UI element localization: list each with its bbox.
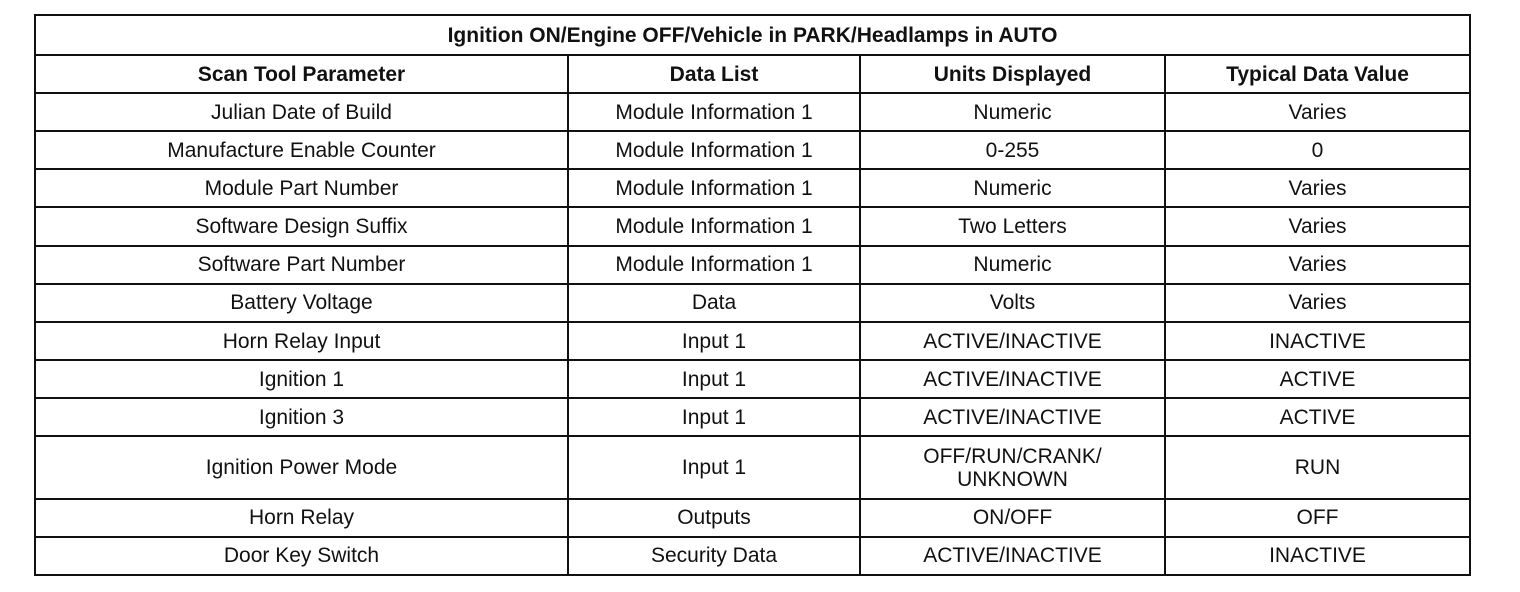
cell-typical-data-value: Varies [1165, 284, 1470, 322]
table-row [35, 436, 1470, 498]
cell-scan-tool-parameter: Module Part Number [35, 169, 568, 207]
cell-typical-data-value: INACTIVE [1165, 322, 1470, 360]
cell-data-list: Data [568, 284, 860, 322]
column-header-data-list: Data List [568, 55, 860, 93]
cell-units-displayed: OFF/RUN/CRANK/ UNKNOWN [860, 436, 1165, 498]
cell-scan-tool-parameter: Horn Relay Input [35, 322, 568, 360]
cell-typical-data-value: Varies [1165, 93, 1470, 131]
cell-units-displayed: ACTIVE/INACTIVE [860, 398, 1165, 436]
cell-typical-data-value: Varies [1165, 246, 1470, 284]
column-header-typical-data-value: Typical Data Value [1165, 55, 1470, 93]
cell-typical-data-value: ACTIVE [1165, 398, 1470, 436]
table-row [35, 537, 1470, 575]
cell-typical-data-value: INACTIVE [1165, 537, 1470, 575]
cell-data-list: Module Information 1 [568, 207, 860, 245]
table-row [35, 207, 1470, 245]
cell-scan-tool-parameter: Ignition 1 [35, 360, 568, 398]
cell-data-list: Input 1 [568, 322, 860, 360]
cell-scan-tool-parameter: Battery Voltage [35, 284, 568, 322]
cell-data-list: Input 1 [568, 360, 860, 398]
table-row [35, 398, 1470, 436]
cell-scan-tool-parameter: Julian Date of Build [35, 93, 568, 131]
cell-units-displayed: Numeric [860, 169, 1165, 207]
table-row [35, 131, 1470, 169]
cell-units-displayed: Numeric [860, 93, 1165, 131]
cell-scan-tool-parameter: Ignition 3 [35, 398, 568, 436]
table-row [35, 499, 1470, 537]
cell-data-list: Module Information 1 [568, 93, 860, 131]
cell-scan-tool-parameter: Ignition Power Mode [35, 436, 568, 498]
cell-units-displayed: 0-255 [860, 131, 1165, 169]
column-header-units-displayed: Units Displayed [860, 55, 1165, 93]
cell-units-displayed: ACTIVE/INACTIVE [860, 537, 1165, 575]
table-row [35, 246, 1470, 284]
table-row [35, 284, 1470, 322]
table-row [35, 322, 1470, 360]
cell-data-list: Security Data [568, 537, 860, 575]
cell-scan-tool-parameter: Door Key Switch [35, 537, 568, 575]
cell-typical-data-value: Varies [1165, 207, 1470, 245]
cell-data-list: Outputs [568, 499, 860, 537]
cell-typical-data-value: 0 [1165, 131, 1470, 169]
table-header-row [35, 55, 1470, 93]
cell-units-displayed: ACTIVE/INACTIVE [860, 322, 1165, 360]
column-header-scan-tool-parameter: Scan Tool Parameter [35, 55, 568, 93]
cell-units-displayed: Two Letters [860, 207, 1165, 245]
cell-data-list: Input 1 [568, 398, 860, 436]
cell-scan-tool-parameter: Software Part Number [35, 246, 568, 284]
cell-data-list: Input 1 [568, 436, 860, 498]
cell-units-displayed: ON/OFF [860, 499, 1165, 537]
cell-units-displayed: ACTIVE/INACTIVE [860, 360, 1165, 398]
cell-scan-tool-parameter: Software Design Suffix [35, 207, 568, 245]
cell-units-displayed: Volts [860, 284, 1165, 322]
cell-data-list: Module Information 1 [568, 246, 860, 284]
cell-data-list: Module Information 1 [568, 169, 860, 207]
table-row [35, 360, 1470, 398]
table-title: Ignition ON/Engine OFF/Vehicle in PARK/Headlamps in AUTO [35, 15, 1470, 55]
cell-typical-data-value: OFF [1165, 499, 1470, 537]
cell-scan-tool-parameter: Manufacture Enable Counter [35, 131, 568, 169]
table-title-row [35, 15, 1470, 55]
cell-typical-data-value: ACTIVE [1165, 360, 1470, 398]
cell-data-list: Module Information 1 [568, 131, 860, 169]
cell-typical-data-value: Varies [1165, 169, 1470, 207]
table-row [35, 169, 1470, 207]
cell-typical-data-value: RUN [1165, 436, 1470, 498]
cell-units-displayed: Numeric [860, 246, 1165, 284]
table-row [35, 93, 1470, 131]
scan-tool-data-table [34, 14, 1471, 576]
cell-scan-tool-parameter: Horn Relay [35, 499, 568, 537]
